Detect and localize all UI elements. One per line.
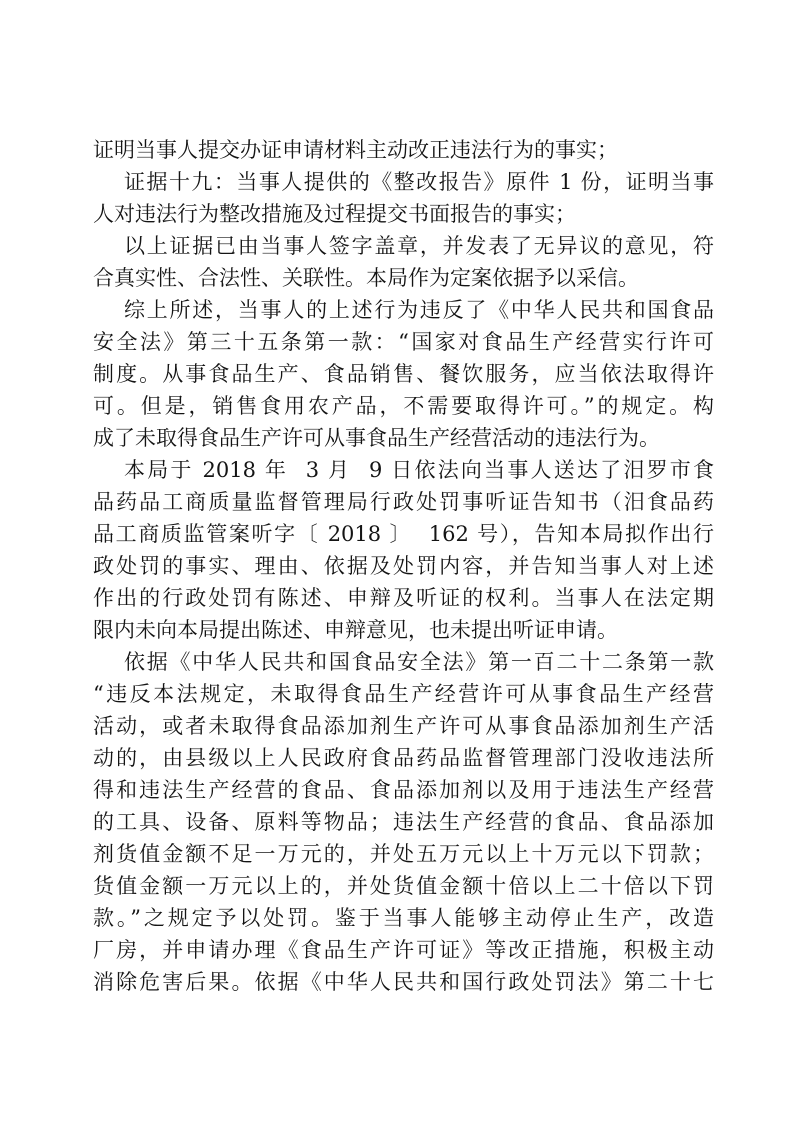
document-line: 成了未取得食品生产许可从事食品生产经营活动的违法行为。 <box>93 426 660 450</box>
document-line: 以上证据已由当事人签字盖章，并发表了无异议的意见，符 <box>124 234 714 258</box>
document-line: 本局于 2018 年 3 月 9 日依法向当事人送达了汨罗市食 <box>124 458 714 482</box>
document-line: 货值金额一万元以上的，并处货值金额十倍以上二十倍以下罚 <box>93 874 714 898</box>
document-line: 证据十九：当事人提供的《整改报告》原件 1 份，证明当事 <box>124 170 714 194</box>
document-line: 合真实性、合法性、关联性。本局作为定案依据予以采信。 <box>93 266 639 290</box>
document-line: “违反本法规定，未取得食品生产经营许可从事食品生产经营 <box>93 682 714 706</box>
document-line: 品工商质监管案听字〔 2018 〕 162 号），告知本局拟作出行 <box>93 522 714 546</box>
document-line: 的工具、设备、原料等物品；违法生产经营的食品、食品添加 <box>93 810 714 834</box>
document-line: 人对违法行为整改措施及过程提交书面报告的事实； <box>93 202 576 226</box>
document-line: 政处罚的事实、理由、依据及处罚内容，并告知当事人对上述 <box>93 554 714 578</box>
document-line: 安全法》第三十五条第一款：“国家对食品生产经营实行许可 <box>93 330 714 354</box>
document-line: 作出的行政处罚有陈述、申辩及听证的权利。当事人在法定期 <box>93 586 714 610</box>
document-line: 活动，或者未取得食品添加剂生产许可从事食品添加剂生产活 <box>93 714 714 738</box>
document-line: 综上所述，当事人的上述行为违反了《中华人民共和国食品 <box>124 298 714 322</box>
document-line: 依据《中华人民共和国食品安全法》第一百二十二条第一款 <box>124 650 714 674</box>
document-line: 品药品工商质量监督管理局行政处罚事听证告知书（汨食品药 <box>93 490 714 514</box>
document-line: 可。但是，销售食用农产品，不需要取得许可。”的规定。构 <box>93 394 714 418</box>
document-line: 消除危害后果。依据《中华人民共和国行政处罚法》第二十七 <box>93 970 714 994</box>
text-block <box>93 134 714 998</box>
document-line: 证明当事人提交办证申请材料主动改正违法行为的事实； <box>93 138 618 162</box>
document-line: 厂房，并申请办理《食品生产许可证》等改正措施，积极主动 <box>93 938 714 962</box>
document-line: 制度。从事食品生产、食品销售、餐饮服务，应当依法取得许 <box>93 362 714 386</box>
document-line: 款。”之规定予以处罚。鉴于当事人能够主动停止生产，改造 <box>93 906 714 930</box>
document-line: 动的，由县级以上人民政府食品药品监督管理部门没收违法所 <box>93 746 714 770</box>
document-line: 剂货值金额不足一万元的，并处五万元以上十万元以下罚款； <box>93 842 714 866</box>
document-line: 得和违法生产经营的食品、食品添加剂以及用于违法生产经营 <box>93 778 714 802</box>
document-line: 限内未向本局提出陈述、申辩意见，也未提出听证申请。 <box>93 618 618 642</box>
